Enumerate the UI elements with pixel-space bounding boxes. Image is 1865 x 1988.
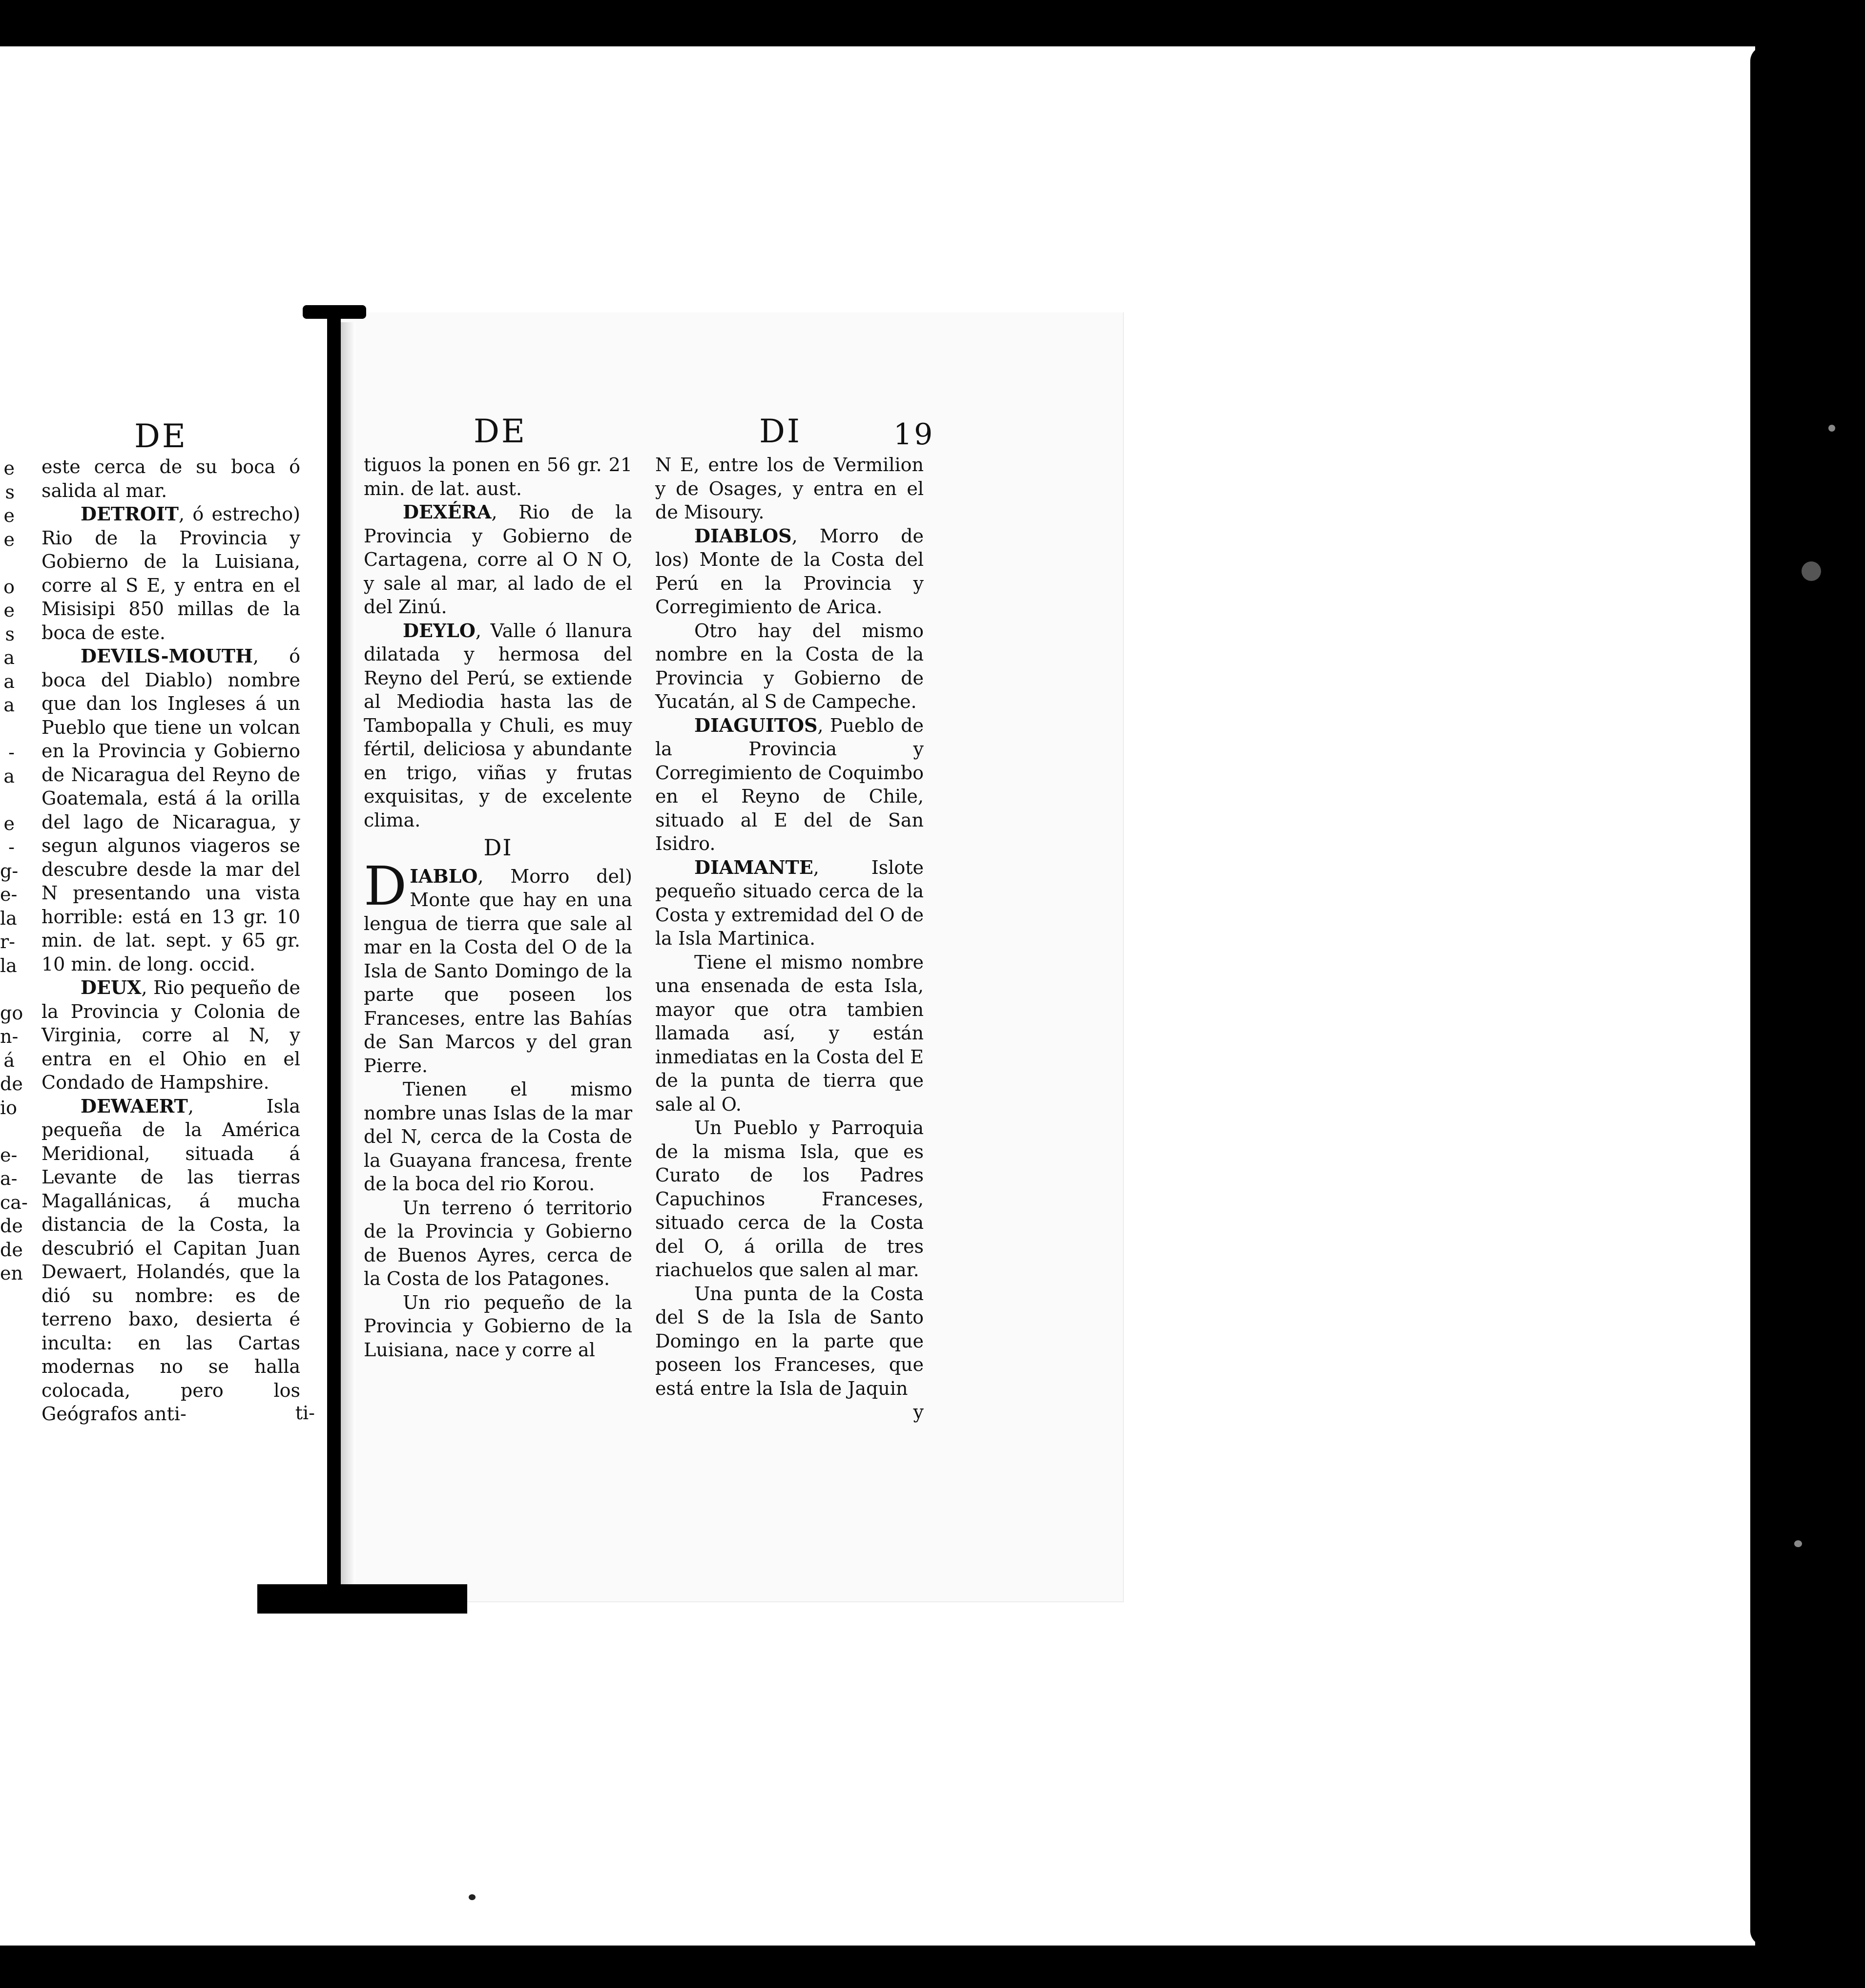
entry-text: , Islote pequeño situado cerca de la Costa y extremidad del O de la Isla Martinica. <box>655 856 924 949</box>
page-number: 19 <box>893 417 935 452</box>
entry-text: Un rio pequeño de la Provincia y Gobierno de la Luisiana, nace y corre al <box>364 1291 632 1361</box>
margin-fragment: la <box>0 907 17 929</box>
right-page-header-di: DI <box>759 413 802 450</box>
margin-fragment: de <box>0 1239 23 1261</box>
margin-fragment: e <box>3 600 15 621</box>
scan-speck <box>1828 425 1835 432</box>
margin-fragment: a <box>3 670 15 692</box>
entry-headword: DETROIT <box>81 503 179 525</box>
entry-text: , ó boca del Diablo) nombre que dan los Ingleses á un Pueblo que tiene un volcan en la Provincia y Gobierno de Nicaragua del Reyno de Goatemala, está á la orilla del lago de Nicaragua, y segun algunos viageros se descubre desde la mar del N presentando una vista horrible: está en 13 gr. 10 min. de lat. sept. y 65 gr. 10 min. de long. occid. <box>41 645 300 975</box>
entry-text: N E, entre los de Vermilion y de Osages, y entra en el de Misoury. <box>655 454 924 523</box>
margin-fragment: la <box>0 954 17 976</box>
entry-text: , Morro de los) Monte de la Costa del Perú en la Provincia y Corregimiento de Arica. <box>655 525 924 618</box>
margin-fragment: s <box>5 481 15 503</box>
dictionary-entry <box>364 854 632 1078</box>
entry-headword: DIABLOS <box>694 524 792 547</box>
margin-fragment: a <box>3 647 15 668</box>
margin-fragment <box>0 977 15 1001</box>
entry-text: Un Pueblo y Parroquia de la misma Isla, que es Curato de los Padres Capuchinos Franceses, situado cerca de la Costa del O, á orilla de tres riachuelos que salen al mar. <box>655 1117 924 1281</box>
entry-headword: IABLO <box>410 865 478 887</box>
dictionary-entry <box>364 619 632 832</box>
entry-headword: DEVILS-MOUTH <box>81 645 253 667</box>
dictionary-entry <box>41 644 300 976</box>
margin-fragment <box>0 1119 15 1143</box>
gutter-shadow <box>341 322 355 1587</box>
entry-text: este cerca de su boca ó salida al mar. <box>41 456 300 501</box>
margin-fragment: a <box>3 694 15 716</box>
dictionary-entry <box>364 453 632 500</box>
scan-speck <box>469 1894 476 1900</box>
dictionary-entry <box>41 976 300 1095</box>
margin-fragment: á <box>3 1049 15 1071</box>
scan-border-right-edge <box>1750 46 1770 1946</box>
scan-border-right <box>1755 0 1865 1988</box>
margin-fragment: g- <box>0 860 19 882</box>
margin-fragment: e- <box>0 1144 18 1166</box>
dictionary-entry <box>655 1116 924 1282</box>
entry-text: , Morro del) Monte que hay en una lengua de tierra que sale al mar en la Costa del O de la Isla de Santo Domingo de la parte que poseen los Franceses, entre las Bahías de San Marcos y del gran Pierre. <box>364 865 632 1077</box>
catchword: y <box>913 1401 924 1423</box>
dictionary-entry <box>655 951 924 1117</box>
entry-text: Un terreno ó territorio de la Provincia y Gobierno de Buenos Ayres, cerca de la Costa de los Patagones. <box>364 1197 632 1289</box>
margin-fragment: e <box>3 812 15 834</box>
margin-fragment: go <box>0 1002 23 1024</box>
dictionary-entry <box>41 1095 300 1426</box>
section-letter: DI <box>483 834 513 861</box>
dictionary-entry <box>655 714 924 856</box>
margin-fragment: o <box>3 576 15 598</box>
entry-text: , Isla pequeña de la América Meridional, situada á Levante de las tierras Magallánicas, á mucha distancia de la Costa, la descubrió el Capitan Juan Dewaert, Holandés, que la dió su nombre: es de terreno baxo, desierta é inculta: en las Cartas modernas no se halla colocada, pero los Geógrafos anti- <box>41 1095 300 1425</box>
left-margin-fragments <box>0 456 28 1285</box>
margin-fragment: n- <box>0 1026 19 1047</box>
margin-fragment: io <box>0 1097 18 1118</box>
dictionary-entry <box>655 1282 924 1401</box>
left-page-header: DE <box>134 417 188 455</box>
entry-text: , Rio de la Provincia y Gobierno de Cartagena, corre al O N O, y sale al mar, al lado de el del Zinú. <box>364 501 632 618</box>
dictionary-entry <box>655 453 924 524</box>
entry-headword: DIAMANTE <box>694 856 813 878</box>
margin-fragment: e- <box>0 884 18 905</box>
dictionary-entry <box>364 1077 632 1196</box>
margin-fragment: s <box>5 623 15 645</box>
margin-fragment: r- <box>0 931 16 953</box>
margin-fragment: e <box>3 528 15 550</box>
scan-speck <box>1794 1540 1802 1547</box>
entry-text: , ó estrecho) Rio de la Provincia y Gobierno de la Luisiana, corre al S E, y entra en el Misisipi 850 millas de la boca de este. <box>41 503 300 643</box>
dictionary-entry <box>364 500 632 619</box>
left-page-column <box>41 455 300 1426</box>
margin-fragment: de <box>0 1073 23 1095</box>
entry-text: , Pueblo de la Provincia y Corregimiento de Coquimbo en el Reyno de Chile, situado al E del de San Isidro. <box>655 714 924 854</box>
dictionary-entry <box>655 856 924 951</box>
margin-fragment: a- <box>0 1168 18 1189</box>
margin-fragment: e <box>3 457 15 479</box>
margin-fragment: - <box>8 836 15 858</box>
entry-headword: DEUX <box>81 976 142 998</box>
entry-text: Una punta de la Costa del S de la Isla de Santo Domingo en la parte que poseen los Franceses, que está entre la Isla de Jaquin <box>655 1283 924 1399</box>
margin-fragment <box>0 551 15 575</box>
entry-headword: DIAGUITOS <box>694 714 818 736</box>
left-page-catchword <box>41 1401 315 1425</box>
entry-text: tiguos la ponen en 56 gr. 21 min. de lat. aust. <box>364 454 632 499</box>
dictionary-entry <box>41 502 300 644</box>
dictionary-entry <box>364 1196 632 1291</box>
entry-text: Tiene el mismo nombre una ensenada de esta Isla, mayor que otra tambien llamada así, y están inmediatas en la Costa del E de la punta de tierra que sale al O. <box>655 951 924 1115</box>
right-page-column-2 <box>655 453 924 1424</box>
book-gutter <box>327 312 341 1611</box>
dictionary-entry <box>655 619 924 714</box>
entry-text: Tienen el mismo nombre unas Islas de la mar del N, cerca de la Costa de la Guayana francesa, frente de la boca del rio Korou. <box>364 1078 632 1195</box>
entry-headword: DEYLO <box>403 619 476 642</box>
scan-border-top <box>0 0 1865 46</box>
right-page-header-de: DE <box>474 413 527 450</box>
entry-headword: DEXÉRA <box>403 501 492 523</box>
margin-fragment: ca- <box>0 1191 28 1213</box>
scan-border-bottom <box>0 1946 1865 1988</box>
dictionary-entry <box>364 1291 632 1362</box>
right-page-column-1 <box>364 453 632 1362</box>
gutter-top-clip <box>303 305 366 319</box>
entry-text: , Valle ó llanura dilatada y hermosa del Reyno del Perú, se extiende al Mediodia hasta las de Tambopalla y Chuli, es muy fértil, deliciosa y abundante en trigo, viñas y frutas exquisitas, y de excelente clima. <box>364 620 632 831</box>
catchword: ti- <box>295 1402 315 1424</box>
dictionary-entry <box>41 455 300 502</box>
drop-cap: D <box>364 854 407 917</box>
margin-fragment: - <box>8 742 15 763</box>
dictionary-entry <box>655 524 924 619</box>
scan-speck <box>1802 561 1821 581</box>
entry-text: Otro hay del mismo nombre en la Costa de la Provincia y Gobierno de Yucatán, al S de Campeche. <box>655 620 924 712</box>
margin-fragment: a <box>3 765 15 787</box>
margin-fragment: de <box>0 1215 23 1237</box>
margin-fragment: e <box>3 505 15 526</box>
gutter-bottom-clip <box>257 1584 467 1614</box>
entry-headword: DEWAERT <box>81 1095 188 1117</box>
margin-fragment <box>0 717 15 741</box>
margin-fragment: en <box>0 1263 23 1284</box>
entry-text: , Rio pequeño de la Provincia y Colonia de Virginia, corre al N, y entra en el Ohio en el Condado de Hampshire. <box>41 977 300 1093</box>
margin-fragment <box>0 788 15 812</box>
